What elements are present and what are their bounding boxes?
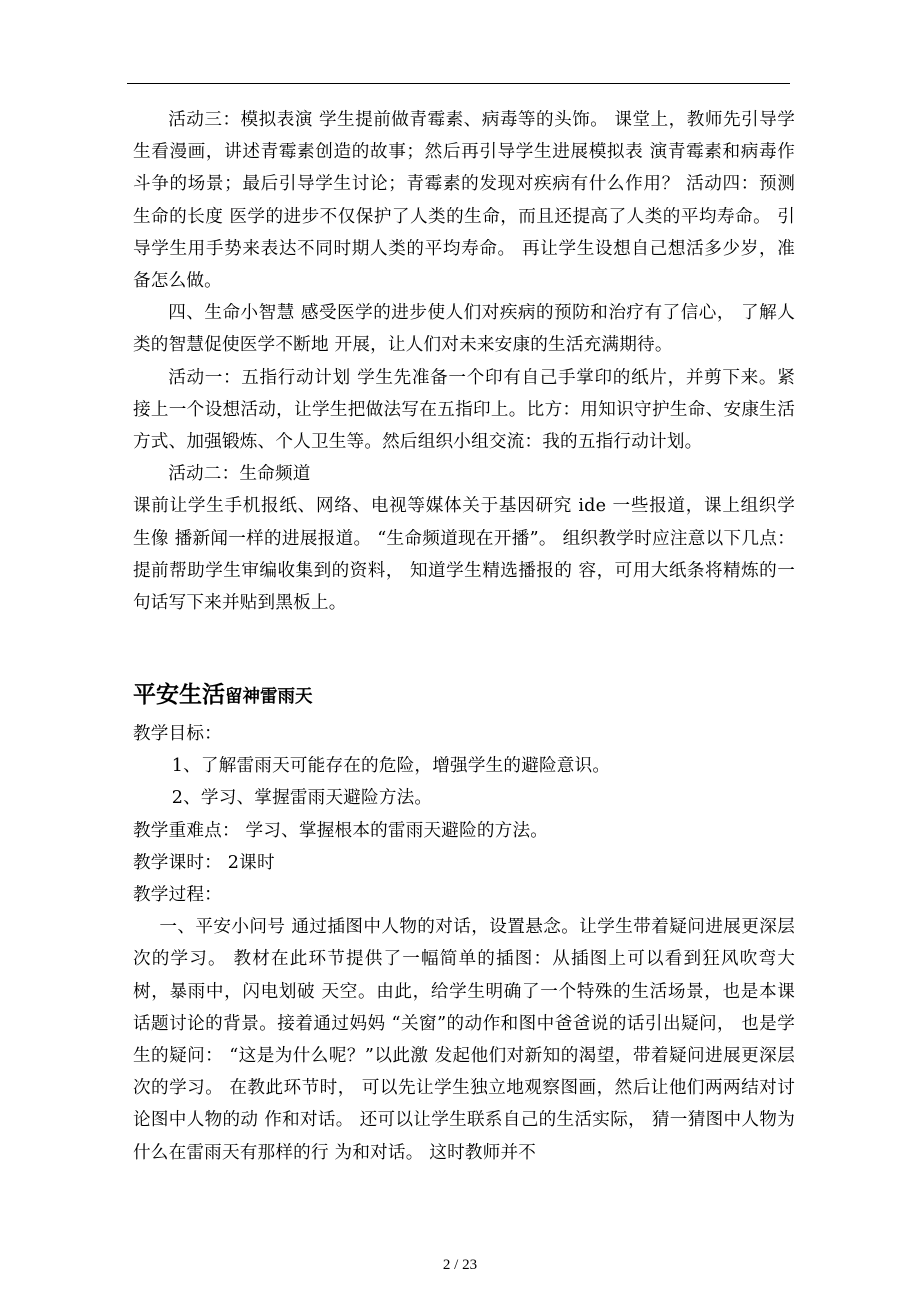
section-heading-main: 平安生活: [133, 681, 225, 708]
upper-text-block: [133, 104, 795, 619]
key-points: 教学重难点： 学习、掌握根本的雷雨天避险的方法。: [133, 820, 549, 841]
goals-label: 教学目标：: [133, 724, 222, 744]
process-label: 教学过程：: [133, 885, 222, 906]
section-heading: [133, 676, 313, 709]
process-paragraph: 一、平安小问号 通过插图中人物的对话，设置悬念。让学生带着疑问进展更深层次的学习。 教材在此环节提供了一幅简单的插图：从插图上可以看到狂风吹弯大树，暴雨中，闪电划破 天空。由此，给学生明确了一个特殊的生活场景，也是本课话题讨论的背景。接着通过妈妈 “关窗”的动作和图中爸爸说的话引出疑问， 也是学生的疑问： “这是为什么呢？”以此激 发起他们对新知的渴望，带着疑问进展更深层次的学习。 在教此环节时， 可以先让学生独立地观察图画，然后让他们两两结对讨论图中人物的动 作和对话。 还可以让学生联系自己的生活实际， 猜一猜图中人物为什么在雷雨天有那样的行 为和对话。 这时教师并不: [133, 917, 795, 1163]
paragraph-activity-3-4: 活动三：模拟表演 学生提前做青霉素、病毒等的头饰。 课堂上，教师先引导学生看漫画，讲述青霉素创造的故事；然后再引导学生进展模拟表 演青霉素和病毒作斗争的场景；最后引导学生讨论；青霉素的发现对疾病有什么作用？ 活动四：预测生命的长度 医学的进步不仅保护了人类的生命，而且还提高了人类的平均寿命。 引导学生用手势来表达不同时期人类的平均寿命。 再让学生设想自己想活多少岁，准备怎么做。: [133, 110, 795, 292]
page-number: 2 / 23: [442, 1257, 478, 1273]
paragraph-activity-2-title: 活动二：生命频道: [168, 464, 311, 485]
paragraph-life-channel: 课前让学生手机报纸、网络、电视等媒体关于基因研究 ide 一些报道，课上组织学生像 播新闻一样的进展报道。 “生命频道现在开播”。 组织教学时应注意以下几点： 提前帮助学生审编收集到的资料， 知道学生精选播报的 容，可用大纸条将精炼的一句话写下来并贴到黑板上。: [133, 496, 795, 614]
goal-item-1: 1、了解雷雨天可能存在的危险，增强学生的避险意识。: [171, 756, 611, 777]
class-hours: 教学课时： 2课时: [133, 852, 275, 873]
goal-item-2: 2、学习、掌握雷雨天避险方法。: [171, 788, 433, 809]
paragraph-activity-1: 活动一：五指行动计划 学生先准备一个印有自己手掌印的纸片，并剪下来。紧接上一个设想活动，让学生把做法写在五指印上。比方：用知识守护生命、安康生活 方式、加强锻炼、个人卫生等。然后组织小组交流：我的五指行动计划。: [133, 367, 795, 453]
header-rule: [127, 83, 790, 84]
section-heading-sub: 留神雷雨天: [225, 687, 313, 707]
lower-text-block: [133, 718, 795, 1169]
paragraph-life-wisdom: 四、生命小智慧 感受医学的进步使人们对疾病的预防和治疗有了信心， 了解人类的智慧促使医学不断地 开展，让人们对未来安康的生活充满期待。: [133, 303, 795, 356]
